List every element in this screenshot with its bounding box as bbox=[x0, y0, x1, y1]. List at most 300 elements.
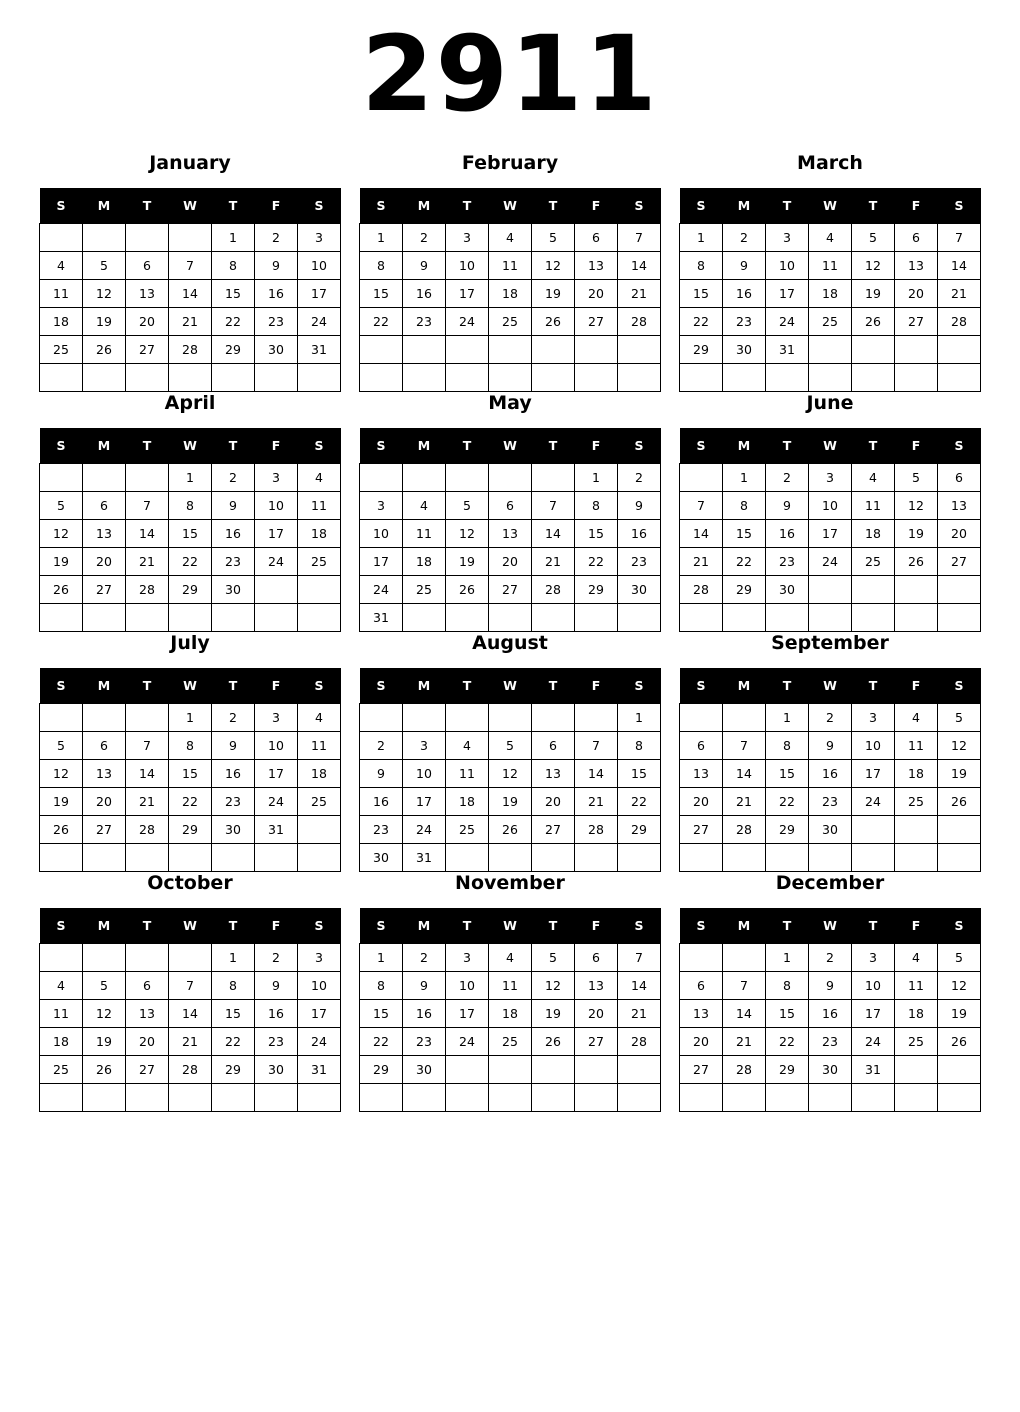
day-cell: 14 bbox=[169, 280, 212, 308]
day-cell: 8 bbox=[618, 732, 661, 760]
weekday-header-cell: F bbox=[575, 668, 618, 704]
day-cell: 15 bbox=[360, 280, 403, 308]
day-cell: 30 bbox=[809, 816, 852, 844]
day-cell: 3 bbox=[298, 944, 341, 972]
weekday-header-row bbox=[360, 908, 661, 944]
day-cell: 21 bbox=[532, 548, 575, 576]
empty-day-cell bbox=[532, 844, 575, 872]
day-cell: 12 bbox=[532, 972, 575, 1000]
empty-day-cell bbox=[852, 844, 895, 872]
weekday-header-cell: T bbox=[532, 908, 575, 944]
day-cell: 9 bbox=[212, 732, 255, 760]
weekday-header-cell: F bbox=[255, 428, 298, 464]
day-cell: 13 bbox=[126, 280, 169, 308]
empty-day-cell bbox=[723, 1084, 766, 1112]
week-row bbox=[360, 1028, 661, 1056]
day-cell: 12 bbox=[83, 280, 126, 308]
weekday-header-cell: M bbox=[723, 668, 766, 704]
weekday-header-cell: T bbox=[126, 188, 169, 224]
day-cell: 12 bbox=[852, 252, 895, 280]
day-cell: 20 bbox=[680, 788, 723, 816]
weekday-header-cell: S bbox=[360, 428, 403, 464]
empty-day-cell bbox=[575, 364, 618, 392]
weekday-header-row bbox=[40, 668, 341, 704]
day-cell: 5 bbox=[532, 944, 575, 972]
day-cell: 19 bbox=[532, 1000, 575, 1028]
week-row bbox=[680, 364, 981, 392]
week-row bbox=[40, 788, 341, 816]
day-cell: 4 bbox=[809, 224, 852, 252]
day-cell: 23 bbox=[360, 816, 403, 844]
day-cell: 25 bbox=[895, 1028, 938, 1056]
day-cell: 19 bbox=[40, 788, 83, 816]
day-cell: 6 bbox=[126, 252, 169, 280]
day-cell: 20 bbox=[489, 548, 532, 576]
day-cell: 27 bbox=[126, 1056, 169, 1084]
week-row bbox=[40, 520, 341, 548]
day-cell: 2 bbox=[360, 732, 403, 760]
empty-day-cell bbox=[809, 576, 852, 604]
day-cell: 20 bbox=[83, 788, 126, 816]
weekday-header-cell: S bbox=[938, 668, 981, 704]
day-cell: 4 bbox=[895, 944, 938, 972]
day-cell: 7 bbox=[938, 224, 981, 252]
day-cell: 16 bbox=[360, 788, 403, 816]
weekday-header-cell: S bbox=[360, 908, 403, 944]
month-calendar-table bbox=[39, 668, 341, 872]
week-row bbox=[680, 604, 981, 632]
weekday-header-row bbox=[360, 188, 661, 224]
month-calendar-table bbox=[39, 428, 341, 632]
day-cell: 25 bbox=[40, 336, 83, 364]
empty-day-cell bbox=[680, 364, 723, 392]
empty-day-cell bbox=[360, 704, 403, 732]
day-cell: 27 bbox=[126, 336, 169, 364]
day-cell: 18 bbox=[489, 280, 532, 308]
empty-day-cell bbox=[532, 1056, 575, 1084]
empty-day-cell bbox=[766, 604, 809, 632]
empty-day-cell bbox=[83, 704, 126, 732]
day-cell: 5 bbox=[895, 464, 938, 492]
week-row bbox=[360, 308, 661, 336]
day-cell: 8 bbox=[360, 972, 403, 1000]
day-cell: 28 bbox=[618, 1028, 661, 1056]
day-cell: 13 bbox=[83, 760, 126, 788]
week-row bbox=[40, 1000, 341, 1028]
week-row bbox=[680, 252, 981, 280]
day-cell: 21 bbox=[938, 280, 981, 308]
day-cell: 9 bbox=[255, 252, 298, 280]
weekday-header-cell: S bbox=[40, 908, 83, 944]
day-cell: 27 bbox=[680, 816, 723, 844]
weekday-header-row bbox=[40, 908, 341, 944]
month-name: May bbox=[488, 392, 532, 414]
weekday-header-cell: M bbox=[83, 428, 126, 464]
week-row bbox=[680, 336, 981, 364]
empty-day-cell bbox=[575, 1056, 618, 1084]
empty-day-cell bbox=[938, 336, 981, 364]
empty-day-cell bbox=[895, 816, 938, 844]
day-cell: 27 bbox=[938, 548, 981, 576]
day-cell: 20 bbox=[126, 1028, 169, 1056]
day-cell: 29 bbox=[723, 576, 766, 604]
day-cell: 2 bbox=[809, 704, 852, 732]
day-cell: 15 bbox=[618, 760, 661, 788]
day-cell: 10 bbox=[766, 252, 809, 280]
day-cell: 26 bbox=[83, 336, 126, 364]
day-cell: 31 bbox=[298, 336, 341, 364]
day-cell: 30 bbox=[255, 1056, 298, 1084]
weekday-header-cell: T bbox=[446, 668, 489, 704]
weekday-header-cell: F bbox=[575, 188, 618, 224]
day-cell: 14 bbox=[575, 760, 618, 788]
day-cell: 12 bbox=[938, 972, 981, 1000]
weekday-header-cell: T bbox=[126, 668, 169, 704]
empty-day-cell bbox=[852, 576, 895, 604]
week-row bbox=[40, 492, 341, 520]
day-cell: 25 bbox=[852, 548, 895, 576]
week-row bbox=[680, 760, 981, 788]
empty-day-cell bbox=[446, 1084, 489, 1112]
weekday-header-cell: S bbox=[938, 428, 981, 464]
empty-day-cell bbox=[575, 336, 618, 364]
day-cell: 13 bbox=[126, 1000, 169, 1028]
day-cell: 3 bbox=[446, 944, 489, 972]
day-cell: 12 bbox=[40, 760, 83, 788]
month-name: July bbox=[170, 632, 210, 654]
day-cell: 31 bbox=[403, 844, 446, 872]
day-cell: 22 bbox=[212, 308, 255, 336]
day-cell: 19 bbox=[446, 548, 489, 576]
week-row bbox=[360, 520, 661, 548]
day-cell: 10 bbox=[446, 972, 489, 1000]
day-cell: 3 bbox=[766, 224, 809, 252]
week-row bbox=[40, 1084, 341, 1112]
day-cell: 14 bbox=[618, 972, 661, 1000]
empty-day-cell bbox=[766, 1084, 809, 1112]
empty-day-cell bbox=[40, 224, 83, 252]
month-name: January bbox=[149, 152, 231, 174]
weekday-header-cell: S bbox=[298, 668, 341, 704]
day-cell: 21 bbox=[618, 1000, 661, 1028]
day-cell: 4 bbox=[40, 252, 83, 280]
day-cell: 4 bbox=[446, 732, 489, 760]
month-block bbox=[350, 392, 670, 632]
month-name: August bbox=[472, 632, 548, 654]
weekday-header-cell: F bbox=[255, 668, 298, 704]
week-row bbox=[40, 364, 341, 392]
day-cell: 15 bbox=[575, 520, 618, 548]
empty-day-cell bbox=[618, 336, 661, 364]
week-row bbox=[360, 1084, 661, 1112]
day-cell: 9 bbox=[766, 492, 809, 520]
empty-day-cell bbox=[895, 604, 938, 632]
empty-day-cell bbox=[680, 944, 723, 972]
empty-day-cell bbox=[489, 464, 532, 492]
day-cell: 28 bbox=[532, 576, 575, 604]
day-cell: 14 bbox=[532, 520, 575, 548]
weekday-header-cell: W bbox=[809, 428, 852, 464]
empty-day-cell bbox=[680, 464, 723, 492]
empty-day-cell bbox=[169, 944, 212, 972]
month-name: December bbox=[775, 872, 885, 894]
day-cell: 15 bbox=[766, 1000, 809, 1028]
day-cell: 19 bbox=[938, 1000, 981, 1028]
empty-day-cell bbox=[723, 844, 766, 872]
day-cell: 3 bbox=[298, 224, 341, 252]
weekday-header-cell: W bbox=[809, 908, 852, 944]
page-title: 2911 bbox=[361, 13, 659, 135]
empty-day-cell bbox=[298, 844, 341, 872]
empty-day-cell bbox=[403, 364, 446, 392]
empty-day-cell bbox=[489, 604, 532, 632]
day-cell: 22 bbox=[360, 308, 403, 336]
empty-day-cell bbox=[298, 576, 341, 604]
day-cell: 21 bbox=[723, 1028, 766, 1056]
empty-day-cell bbox=[255, 364, 298, 392]
empty-day-cell bbox=[680, 704, 723, 732]
weekday-header-cell: T bbox=[766, 428, 809, 464]
day-cell: 21 bbox=[169, 308, 212, 336]
day-cell: 4 bbox=[298, 704, 341, 732]
day-cell: 13 bbox=[575, 252, 618, 280]
weekday-header-cell: S bbox=[618, 668, 661, 704]
weekday-header-cell: T bbox=[852, 908, 895, 944]
day-cell: 1 bbox=[212, 944, 255, 972]
week-row bbox=[680, 576, 981, 604]
day-cell: 5 bbox=[852, 224, 895, 252]
empty-day-cell bbox=[40, 704, 83, 732]
empty-day-cell bbox=[298, 816, 341, 844]
day-cell: 25 bbox=[489, 308, 532, 336]
day-cell: 7 bbox=[126, 732, 169, 760]
empty-day-cell bbox=[446, 464, 489, 492]
week-row bbox=[680, 224, 981, 252]
day-cell: 30 bbox=[618, 576, 661, 604]
week-row bbox=[360, 816, 661, 844]
day-cell: 29 bbox=[212, 336, 255, 364]
week-row bbox=[40, 1056, 341, 1084]
day-cell: 22 bbox=[575, 548, 618, 576]
week-row bbox=[360, 788, 661, 816]
day-cell: 25 bbox=[403, 576, 446, 604]
day-cell: 26 bbox=[40, 576, 83, 604]
weekday-header-cell: T bbox=[852, 428, 895, 464]
day-cell: 17 bbox=[255, 520, 298, 548]
weekday-header-cell: S bbox=[680, 188, 723, 224]
day-cell: 26 bbox=[532, 1028, 575, 1056]
weekday-header-cell: S bbox=[618, 908, 661, 944]
weekday-header-cell: M bbox=[403, 668, 446, 704]
empty-day-cell bbox=[83, 604, 126, 632]
weekday-header-cell: M bbox=[403, 908, 446, 944]
empty-day-cell bbox=[938, 1056, 981, 1084]
day-cell: 20 bbox=[895, 280, 938, 308]
day-cell: 20 bbox=[126, 308, 169, 336]
day-cell: 31 bbox=[360, 604, 403, 632]
day-cell: 23 bbox=[723, 308, 766, 336]
day-cell: 23 bbox=[212, 548, 255, 576]
day-cell: 2 bbox=[212, 464, 255, 492]
day-cell: 8 bbox=[169, 732, 212, 760]
weekday-header-cell: F bbox=[895, 668, 938, 704]
day-cell: 21 bbox=[126, 788, 169, 816]
day-cell: 5 bbox=[40, 732, 83, 760]
week-row bbox=[360, 944, 661, 972]
day-cell: 18 bbox=[40, 308, 83, 336]
day-cell: 18 bbox=[298, 760, 341, 788]
weekday-header-row bbox=[680, 428, 981, 464]
day-cell: 19 bbox=[852, 280, 895, 308]
weekday-header-cell: S bbox=[680, 908, 723, 944]
day-cell: 15 bbox=[723, 520, 766, 548]
day-cell: 15 bbox=[169, 760, 212, 788]
day-cell: 23 bbox=[403, 308, 446, 336]
empty-day-cell bbox=[126, 944, 169, 972]
week-row bbox=[40, 252, 341, 280]
day-cell: 6 bbox=[575, 224, 618, 252]
empty-day-cell bbox=[446, 844, 489, 872]
week-row bbox=[40, 704, 341, 732]
day-cell: 19 bbox=[532, 280, 575, 308]
empty-day-cell bbox=[489, 364, 532, 392]
day-cell: 16 bbox=[255, 280, 298, 308]
day-cell: 2 bbox=[403, 224, 446, 252]
day-cell: 14 bbox=[680, 520, 723, 548]
weekday-header-cell: T bbox=[446, 188, 489, 224]
day-cell: 7 bbox=[532, 492, 575, 520]
day-cell: 15 bbox=[360, 1000, 403, 1028]
day-cell: 12 bbox=[532, 252, 575, 280]
day-cell: 19 bbox=[489, 788, 532, 816]
empty-day-cell bbox=[360, 1084, 403, 1112]
day-cell: 24 bbox=[255, 788, 298, 816]
day-cell: 21 bbox=[723, 788, 766, 816]
weekday-header-row bbox=[40, 428, 341, 464]
day-cell: 10 bbox=[446, 252, 489, 280]
weekday-header-cell: T bbox=[212, 668, 255, 704]
day-cell: 17 bbox=[298, 280, 341, 308]
month-block bbox=[670, 392, 990, 632]
empty-day-cell bbox=[126, 844, 169, 872]
day-cell: 10 bbox=[360, 520, 403, 548]
empty-day-cell bbox=[403, 704, 446, 732]
empty-day-cell bbox=[575, 704, 618, 732]
weekday-header-row bbox=[360, 428, 661, 464]
week-row bbox=[680, 972, 981, 1000]
empty-day-cell bbox=[532, 704, 575, 732]
week-row bbox=[680, 788, 981, 816]
day-cell: 11 bbox=[298, 732, 341, 760]
day-cell: 19 bbox=[83, 1028, 126, 1056]
day-cell: 23 bbox=[766, 548, 809, 576]
weekday-header-cell: F bbox=[895, 428, 938, 464]
month-name: February bbox=[461, 152, 559, 174]
day-cell: 8 bbox=[360, 252, 403, 280]
weekday-header-cell: W bbox=[489, 668, 532, 704]
empty-day-cell bbox=[489, 844, 532, 872]
day-cell: 8 bbox=[212, 972, 255, 1000]
empty-day-cell bbox=[895, 364, 938, 392]
day-cell: 8 bbox=[169, 492, 212, 520]
empty-day-cell bbox=[40, 464, 83, 492]
empty-day-cell bbox=[126, 1084, 169, 1112]
day-cell: 27 bbox=[575, 1028, 618, 1056]
day-cell: 27 bbox=[489, 576, 532, 604]
empty-day-cell bbox=[938, 604, 981, 632]
day-cell: 16 bbox=[723, 280, 766, 308]
day-cell: 17 bbox=[255, 760, 298, 788]
week-row bbox=[40, 604, 341, 632]
week-row bbox=[40, 464, 341, 492]
weekday-header-cell: T bbox=[766, 668, 809, 704]
day-cell: 14 bbox=[126, 520, 169, 548]
week-row bbox=[360, 704, 661, 732]
empty-day-cell bbox=[895, 576, 938, 604]
empty-day-cell bbox=[852, 336, 895, 364]
empty-day-cell bbox=[298, 364, 341, 392]
weekday-header-cell: T bbox=[852, 188, 895, 224]
months-grid bbox=[0, 152, 1020, 1112]
empty-day-cell bbox=[360, 364, 403, 392]
weekday-header-cell: S bbox=[298, 908, 341, 944]
day-cell: 23 bbox=[809, 1028, 852, 1056]
week-row bbox=[360, 1056, 661, 1084]
empty-day-cell bbox=[83, 464, 126, 492]
weekday-header-cell: W bbox=[809, 668, 852, 704]
month-name: March bbox=[797, 152, 863, 174]
day-cell: 6 bbox=[532, 732, 575, 760]
week-row bbox=[40, 224, 341, 252]
day-cell: 17 bbox=[446, 280, 489, 308]
empty-day-cell bbox=[809, 1084, 852, 1112]
empty-day-cell bbox=[360, 464, 403, 492]
week-row bbox=[360, 464, 661, 492]
day-cell: 18 bbox=[298, 520, 341, 548]
empty-day-cell bbox=[489, 336, 532, 364]
day-cell: 11 bbox=[489, 972, 532, 1000]
day-cell: 10 bbox=[298, 252, 341, 280]
day-cell: 25 bbox=[809, 308, 852, 336]
empty-day-cell bbox=[40, 1084, 83, 1112]
day-cell: 19 bbox=[83, 308, 126, 336]
day-cell: 5 bbox=[938, 944, 981, 972]
day-cell: 11 bbox=[298, 492, 341, 520]
day-cell: 14 bbox=[169, 1000, 212, 1028]
day-cell: 25 bbox=[298, 548, 341, 576]
empty-day-cell bbox=[83, 844, 126, 872]
empty-day-cell bbox=[723, 364, 766, 392]
day-cell: 4 bbox=[489, 224, 532, 252]
day-cell: 6 bbox=[895, 224, 938, 252]
day-cell: 29 bbox=[618, 816, 661, 844]
month-block bbox=[350, 152, 670, 392]
day-cell: 21 bbox=[169, 1028, 212, 1056]
empty-day-cell bbox=[212, 844, 255, 872]
weekday-header-cell: T bbox=[212, 908, 255, 944]
empty-day-cell bbox=[126, 224, 169, 252]
day-cell: 18 bbox=[895, 760, 938, 788]
week-row bbox=[360, 280, 661, 308]
day-cell: 15 bbox=[680, 280, 723, 308]
day-cell: 13 bbox=[938, 492, 981, 520]
day-cell: 9 bbox=[723, 252, 766, 280]
day-cell: 1 bbox=[360, 224, 403, 252]
empty-day-cell bbox=[938, 364, 981, 392]
day-cell: 22 bbox=[766, 788, 809, 816]
empty-day-cell bbox=[532, 604, 575, 632]
weekday-header-cell: S bbox=[360, 188, 403, 224]
